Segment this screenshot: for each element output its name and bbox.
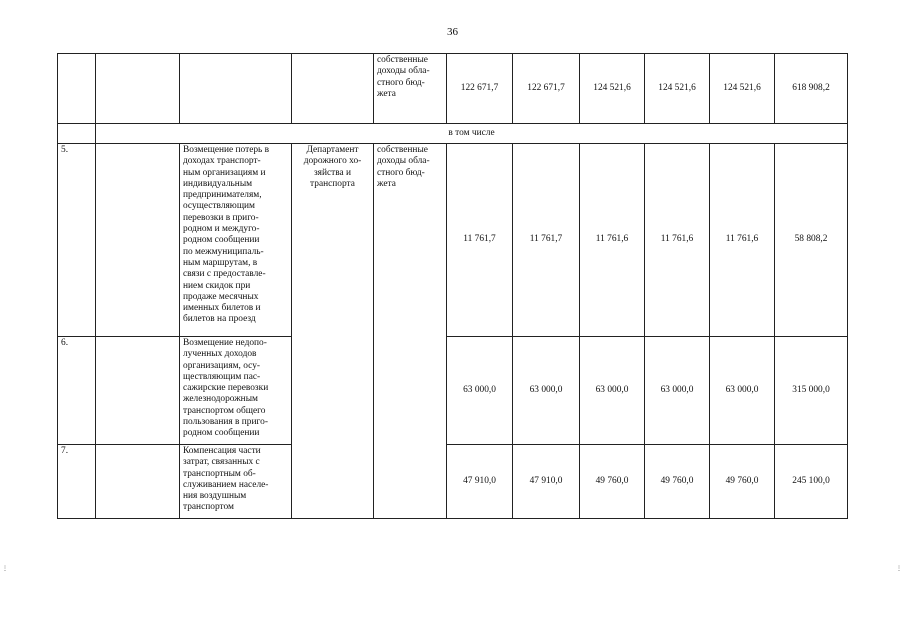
source-line: доходы обла- bbox=[377, 66, 430, 77]
name-line: перевозки в приго- bbox=[183, 212, 259, 223]
cell-empty bbox=[96, 54, 180, 124]
cell-source bbox=[374, 54, 447, 124]
item-name bbox=[180, 445, 292, 519]
name-line: именных билетов и bbox=[183, 303, 261, 314]
name-line: доходах транспорт- bbox=[183, 156, 261, 167]
name-line: ным организациям и bbox=[183, 167, 266, 178]
value-cell: 124 521,6 bbox=[580, 54, 645, 124]
table-row bbox=[58, 144, 848, 337]
value-cell: 618 908,2 bbox=[775, 54, 848, 124]
name-line: транспортом общего bbox=[183, 405, 266, 416]
executor-cell bbox=[292, 144, 374, 519]
name-line: по межмуниципаль- bbox=[183, 246, 264, 257]
value-cell: 11 761,7 bbox=[513, 144, 580, 337]
executor-line: дорожного хо- bbox=[303, 156, 362, 167]
page-number: 36 bbox=[447, 26, 458, 38]
name-line: Возмещение потерь в bbox=[183, 145, 270, 155]
name-line: ществляющим пас- bbox=[183, 371, 261, 382]
item-number: 7. bbox=[58, 445, 96, 519]
name-line: железнодорожным bbox=[183, 394, 258, 405]
name-line: предпринимателям, bbox=[183, 190, 262, 201]
cell-name bbox=[180, 54, 292, 124]
item-number: 5. bbox=[58, 144, 96, 337]
value-cell: 11 761,6 bbox=[645, 144, 710, 337]
subheader-text: в том числе bbox=[96, 124, 848, 144]
item-name bbox=[180, 337, 292, 445]
name-line: осуществляющим bbox=[183, 201, 255, 212]
name-line: Возмещение недопо- bbox=[183, 338, 267, 348]
source-line: стного бюд- bbox=[377, 167, 425, 178]
name-line: билетов на проезд bbox=[183, 314, 256, 325]
source-cell bbox=[374, 144, 447, 519]
value-cell: 124 521,6 bbox=[710, 54, 775, 124]
source-line: собственные bbox=[377, 55, 428, 65]
cell-empty bbox=[58, 124, 96, 144]
name-line: транспортом bbox=[183, 502, 234, 513]
name-line: продаже месячных bbox=[183, 291, 259, 302]
table-row bbox=[58, 445, 848, 519]
value-cell: 47 910,0 bbox=[513, 445, 580, 519]
cell-empty bbox=[96, 445, 180, 519]
value-cell: 245 100,0 bbox=[775, 445, 848, 519]
table-row bbox=[58, 337, 848, 445]
source-line: собственные bbox=[377, 145, 428, 155]
table-row-total bbox=[58, 54, 848, 124]
name-line: индивидуальным bbox=[183, 178, 253, 189]
item-number: 6. bbox=[58, 337, 96, 445]
value-cell: 11 761,7 bbox=[447, 144, 513, 337]
name-line: сажирские перевозки bbox=[183, 383, 269, 394]
cell-num bbox=[58, 54, 96, 124]
scan-edge-mark-left: ⋮ bbox=[2, 566, 8, 572]
budget-table bbox=[57, 53, 848, 519]
executor-line: транспорта bbox=[310, 178, 355, 189]
name-line: родном сообщении bbox=[183, 428, 260, 439]
name-line: ным маршрутам, в bbox=[183, 257, 258, 268]
name-line: нием скидок при bbox=[183, 280, 251, 291]
name-line: пользования в приго- bbox=[183, 417, 268, 428]
source-line: доходы обла- bbox=[377, 156, 430, 167]
value-cell: 11 761,6 bbox=[710, 144, 775, 337]
name-line: родном и междуго- bbox=[183, 224, 260, 235]
value-cell: 122 671,7 bbox=[513, 54, 580, 124]
name-line: ния воздушным bbox=[183, 491, 247, 502]
cell-empty bbox=[96, 337, 180, 445]
name-line: родном сообщении bbox=[183, 235, 260, 246]
value-cell: 49 760,0 bbox=[710, 445, 775, 519]
value-cell: 49 760,0 bbox=[645, 445, 710, 519]
name-line: связи с предоставле- bbox=[183, 269, 266, 280]
value-cell: 63 000,0 bbox=[513, 337, 580, 445]
executor-line: Департамент bbox=[306, 145, 359, 155]
source-line: стного бюд- bbox=[377, 77, 425, 88]
cell-executor bbox=[292, 54, 374, 124]
name-line: лученных доходов bbox=[183, 349, 257, 360]
item-name bbox=[180, 144, 292, 337]
value-cell: 63 000,0 bbox=[447, 337, 513, 445]
value-cell: 63 000,0 bbox=[710, 337, 775, 445]
scan-edge-mark-right: ⋮ bbox=[896, 566, 902, 572]
cell-empty bbox=[96, 144, 180, 337]
source-line: жета bbox=[377, 88, 396, 99]
value-cell: 315 000,0 bbox=[775, 337, 848, 445]
name-line: затрат, связанных с bbox=[183, 457, 260, 468]
value-cell: 49 760,0 bbox=[580, 445, 645, 519]
name-line: Компенсация части bbox=[183, 446, 261, 456]
table-subheader-row bbox=[58, 124, 848, 144]
value-cell: 122 671,7 bbox=[447, 54, 513, 124]
name-line: организациям, осу- bbox=[183, 360, 261, 371]
value-cell: 124 521,6 bbox=[645, 54, 710, 124]
value-cell: 11 761,6 bbox=[580, 144, 645, 337]
value-cell: 58 808,2 bbox=[775, 144, 848, 337]
value-cell: 63 000,0 bbox=[645, 337, 710, 445]
name-line: транспортным об- bbox=[183, 468, 256, 479]
value-cell: 63 000,0 bbox=[580, 337, 645, 445]
name-line: служиванием населе- bbox=[183, 479, 269, 490]
source-line: жета bbox=[377, 178, 396, 189]
value-cell: 47 910,0 bbox=[447, 445, 513, 519]
executor-line: зяйства и bbox=[313, 167, 352, 178]
